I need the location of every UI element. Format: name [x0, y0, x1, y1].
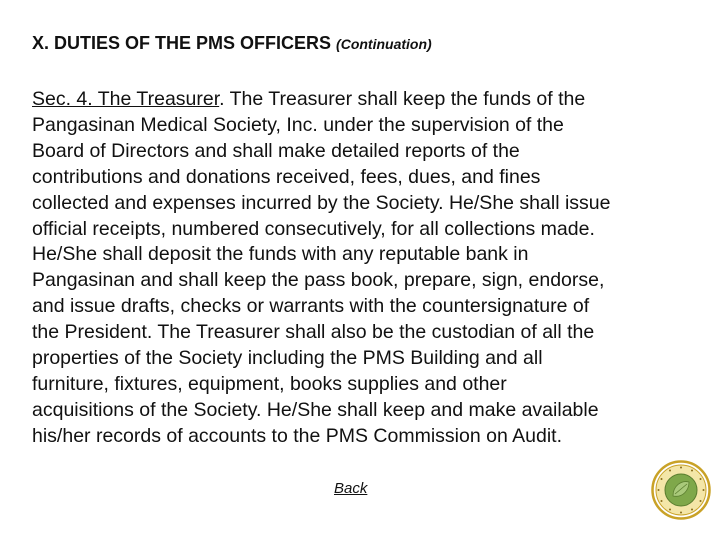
section-line-1: [32, 87, 692, 113]
section-line: properties of the Society including the PMS Building and all: [32, 347, 543, 370]
section-line: Pangasinan Medical Society, Inc. under the supervision of the: [32, 113, 564, 136]
society-seal-logo: [651, 460, 711, 520]
page-title: [32, 33, 432, 54]
section-body: [32, 87, 692, 450]
title-continuation: (Continuation): [336, 36, 432, 52]
section-line: collected and expenses incurred by the Society. He/She shall issue: [32, 191, 611, 214]
back-link[interactable]: Back: [334, 480, 368, 497]
section-line: the President. The Treasurer shall also be the custodian of all the: [32, 321, 595, 344]
section-line: furniture, fixtures, equipment, books supplies and other: [32, 372, 507, 395]
title-text: X. DUTIES OF THE PMS OFFICERS: [32, 33, 332, 53]
section-line: He/She shall deposit the funds with any reputable bank in: [32, 243, 529, 266]
section-line: and issue drafts, checks or warrants with the countersignature of: [32, 295, 590, 318]
section-line: Pangasinan and shall keep the pass book, prepare, sign, endorse,: [32, 269, 605, 292]
section-line: official receipts, numbered consecutively, for all collections made.: [32, 217, 595, 240]
section-text: The Treasurer shall keep the funds of the: [224, 88, 586, 110]
section-line: his/her records of accounts to the PMS Commission on Audit.: [32, 424, 562, 447]
section-label: Sec. 4. The Treasurer: [32, 88, 220, 110]
section-line: acquisitions of the Society. He/She shall keep and make available: [32, 398, 599, 421]
section-label-period: .: [219, 88, 225, 110]
section-line: contributions and donations received, fees, dues, and fines: [32, 165, 541, 188]
section-line: Board of Directors and shall make detailed reports of the: [32, 139, 520, 162]
